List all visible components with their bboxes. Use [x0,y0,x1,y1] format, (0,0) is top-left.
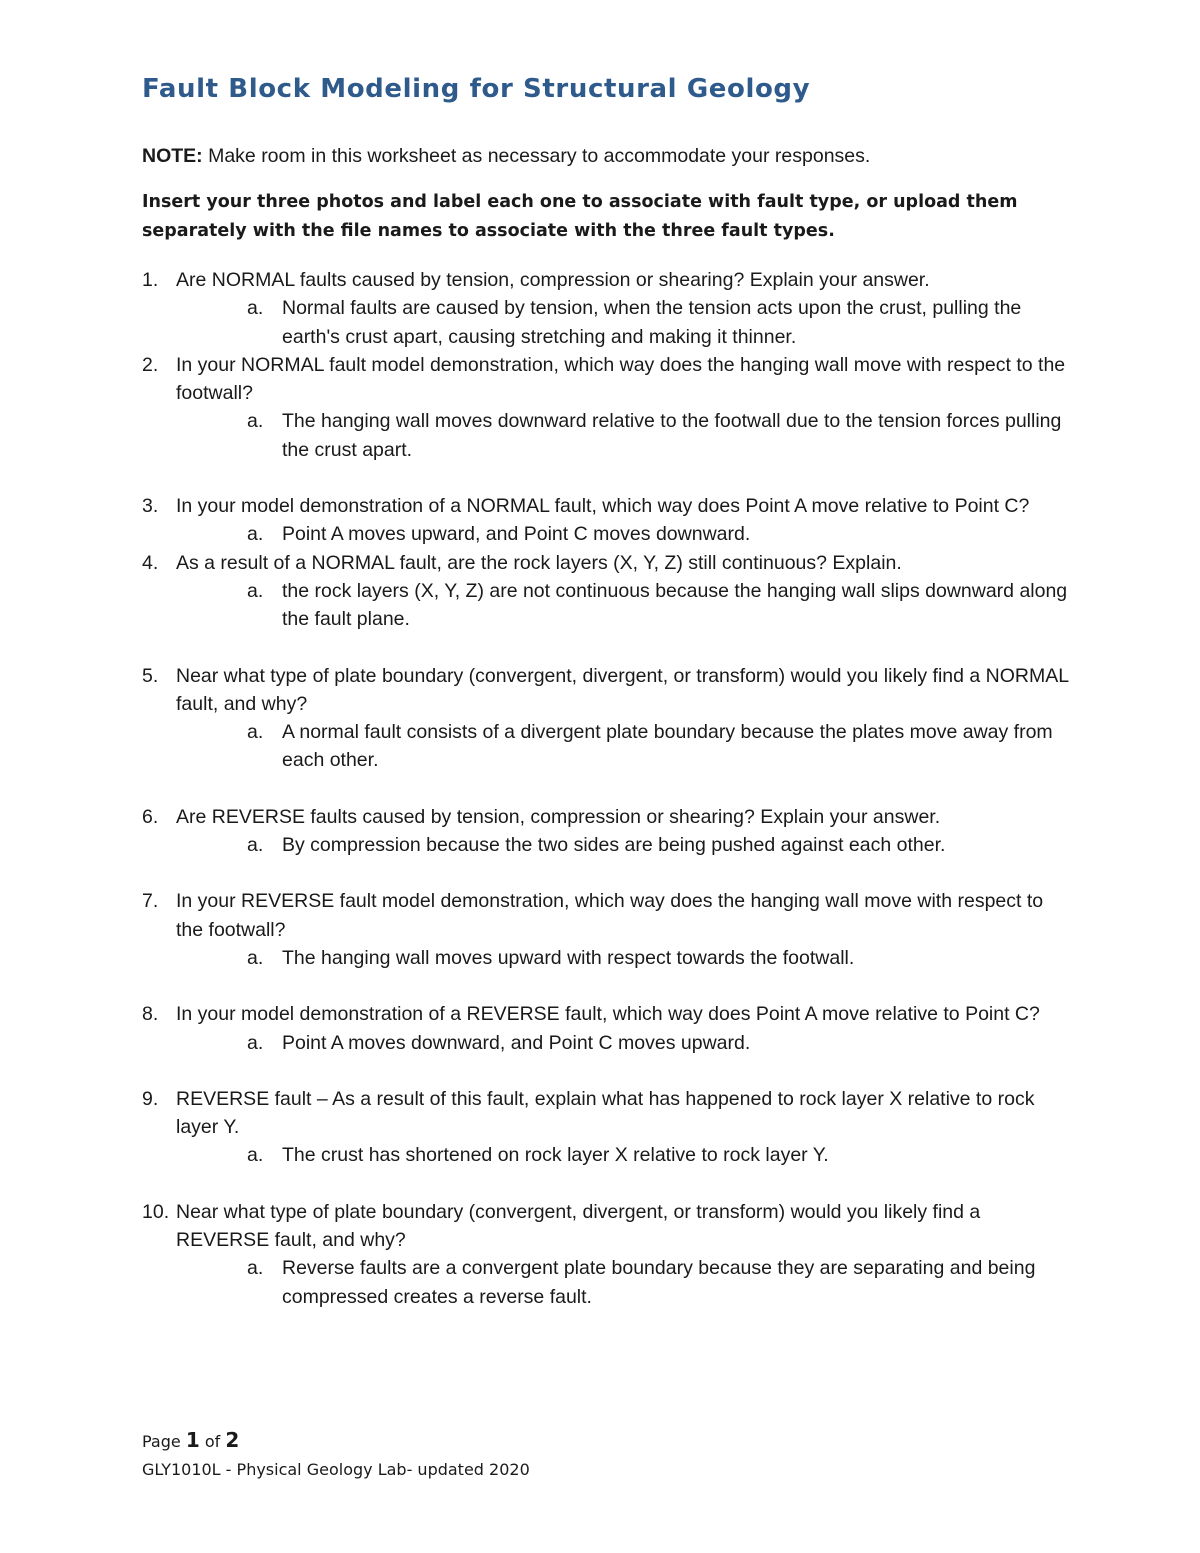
answer-letter: a. [247,946,264,969]
question-text: In your REVERSE fault model demonstration, which way does the hanging wall move with respect to the footwall? [176,890,1044,941]
question-text: In your model demonstration of a REVERSE fault, which way does Point A move relative to Point C? [176,1003,1040,1026]
answer-letter: a. [247,721,264,744]
spacer [142,1170,1072,1198]
spacer [142,1057,1072,1085]
answer-text: the rock layers (X, Y, Z) are not continuous because the hanging wall slips downward along the fault plane. [282,579,1068,631]
question-text: In your NORMAL fault model demonstration, which way does the hanging wall move with respect to the footwall? [176,353,1066,405]
question-list [142,266,1072,1311]
answer-letter: a. [247,523,264,546]
answer-letter: a. [247,1144,264,1167]
note-line [142,142,870,170]
page-number [142,1428,239,1452]
question-number: 1. [142,269,159,291]
question-2 [142,351,1072,408]
answer-10 [247,1254,1072,1311]
question-3 [142,492,1072,520]
answer-text: Point A moves downward, and Point C moves upward. [282,1031,751,1054]
question-text: Near what type of plate boundary (convergent, divergent, or transform) would you likely find a REVERSE fault, and why? [176,1200,981,1252]
question-text: As a result of a NORMAL fault, are the rock layers (X, Y, Z) still continuous? Explain. [176,551,902,574]
answer-7 [247,944,1072,972]
question-7 [142,887,1072,944]
answer-letter: a. [247,1257,264,1280]
question-4 [142,549,1072,577]
answer-6 [247,831,1072,859]
question-9 [142,1085,1072,1142]
page-label: Page [142,1432,186,1451]
answer-text: Reverse faults are a convergent plate boundary because they are separating and being compressed creates a reverse fault. [282,1257,1036,1308]
question-10 [142,1198,1072,1255]
question-number: 2. [142,353,159,376]
question-text: Are REVERSE faults caused by tension, compression or shearing? Explain your answer. [176,805,941,828]
question-text: REVERSE fault – As a result of this fault, explain what has happened to rock layer X relative to rock layer Y. [176,1087,1035,1139]
question-number: 7. [142,890,159,913]
answer-text: The hanging wall moves downward relative to the footwall due to the tension forces pulling the crust apart. [282,410,1062,461]
answer-1 [247,294,1072,351]
document-title: Fault Block Modeling for Structural Geology [142,74,811,104]
question-number: 9. [142,1087,159,1110]
spacer [142,775,1072,803]
note-label: NOTE: [142,145,203,167]
question-number: 3. [142,495,159,518]
answer-letter: a. [247,297,264,320]
spacer [142,464,1072,492]
answer-letter: a. [247,1031,264,1054]
question-6 [142,803,1072,831]
spacer [142,634,1072,662]
answer-text: The hanging wall moves upward with respect towards the footwall. [282,946,855,969]
spacer [142,972,1072,1000]
answer-text: Point A moves upward, and Point C moves downward. [282,523,751,546]
answer-text: The crust has shortened on rock layer X relative to rock layer Y. [282,1144,829,1167]
answer-9 [247,1141,1072,1169]
note-text: Make room in this worksheet as necessary to accommodate your responses. [202,145,871,167]
question-text: In your model demonstration of a NORMAL fault, which way does Point A move relative to Point C? [176,495,1030,518]
question-text: Near what type of plate boundary (convergent, divergent, or transform) would you likely find a NORMAL fault, and why? [176,664,1069,715]
answer-text: A normal fault consists of a divergent plate boundary because the plates move away from each other. [282,721,1053,772]
page-total: 2 [225,1428,240,1452]
question-number: 6. [142,805,159,828]
page-current: 1 [185,1428,200,1452]
answer-4 [247,577,1072,634]
answer-letter: a. [247,410,264,433]
answer-8 [247,1029,1072,1057]
question-1 [142,266,1072,294]
spacer [142,859,1072,887]
question-number: 4. [142,551,159,574]
question-number: 10. [142,1200,170,1223]
answer-text: By compression because the two sides are being pushed against each other. [282,834,946,857]
answer-2 [247,407,1072,464]
answer-5 [247,718,1072,775]
answer-text: Normal faults are caused by tension, when the tension acts upon the crust, pulling the earth's crust apart, causing stretching and making it thinner. [282,297,1022,348]
answer-letter: a. [247,834,264,857]
question-5 [142,662,1072,719]
instructions: Insert your three photos and label each one to associate with fault type, or upload them separately with the file names to associate with the three fault types. [142,192,1018,241]
answer-3 [247,520,1072,548]
question-number: 8. [142,1003,159,1026]
question-8 [142,1000,1072,1028]
question-text: Are NORMAL faults caused by tension, compression or shearing? Explain your answer. [176,269,930,291]
page-of-label: of [199,1432,226,1451]
question-number: 5. [142,664,159,687]
answer-letter: a. [247,579,264,602]
course-footer: GLY1010L - Physical Geology Lab- updated 2020 [142,1460,530,1479]
